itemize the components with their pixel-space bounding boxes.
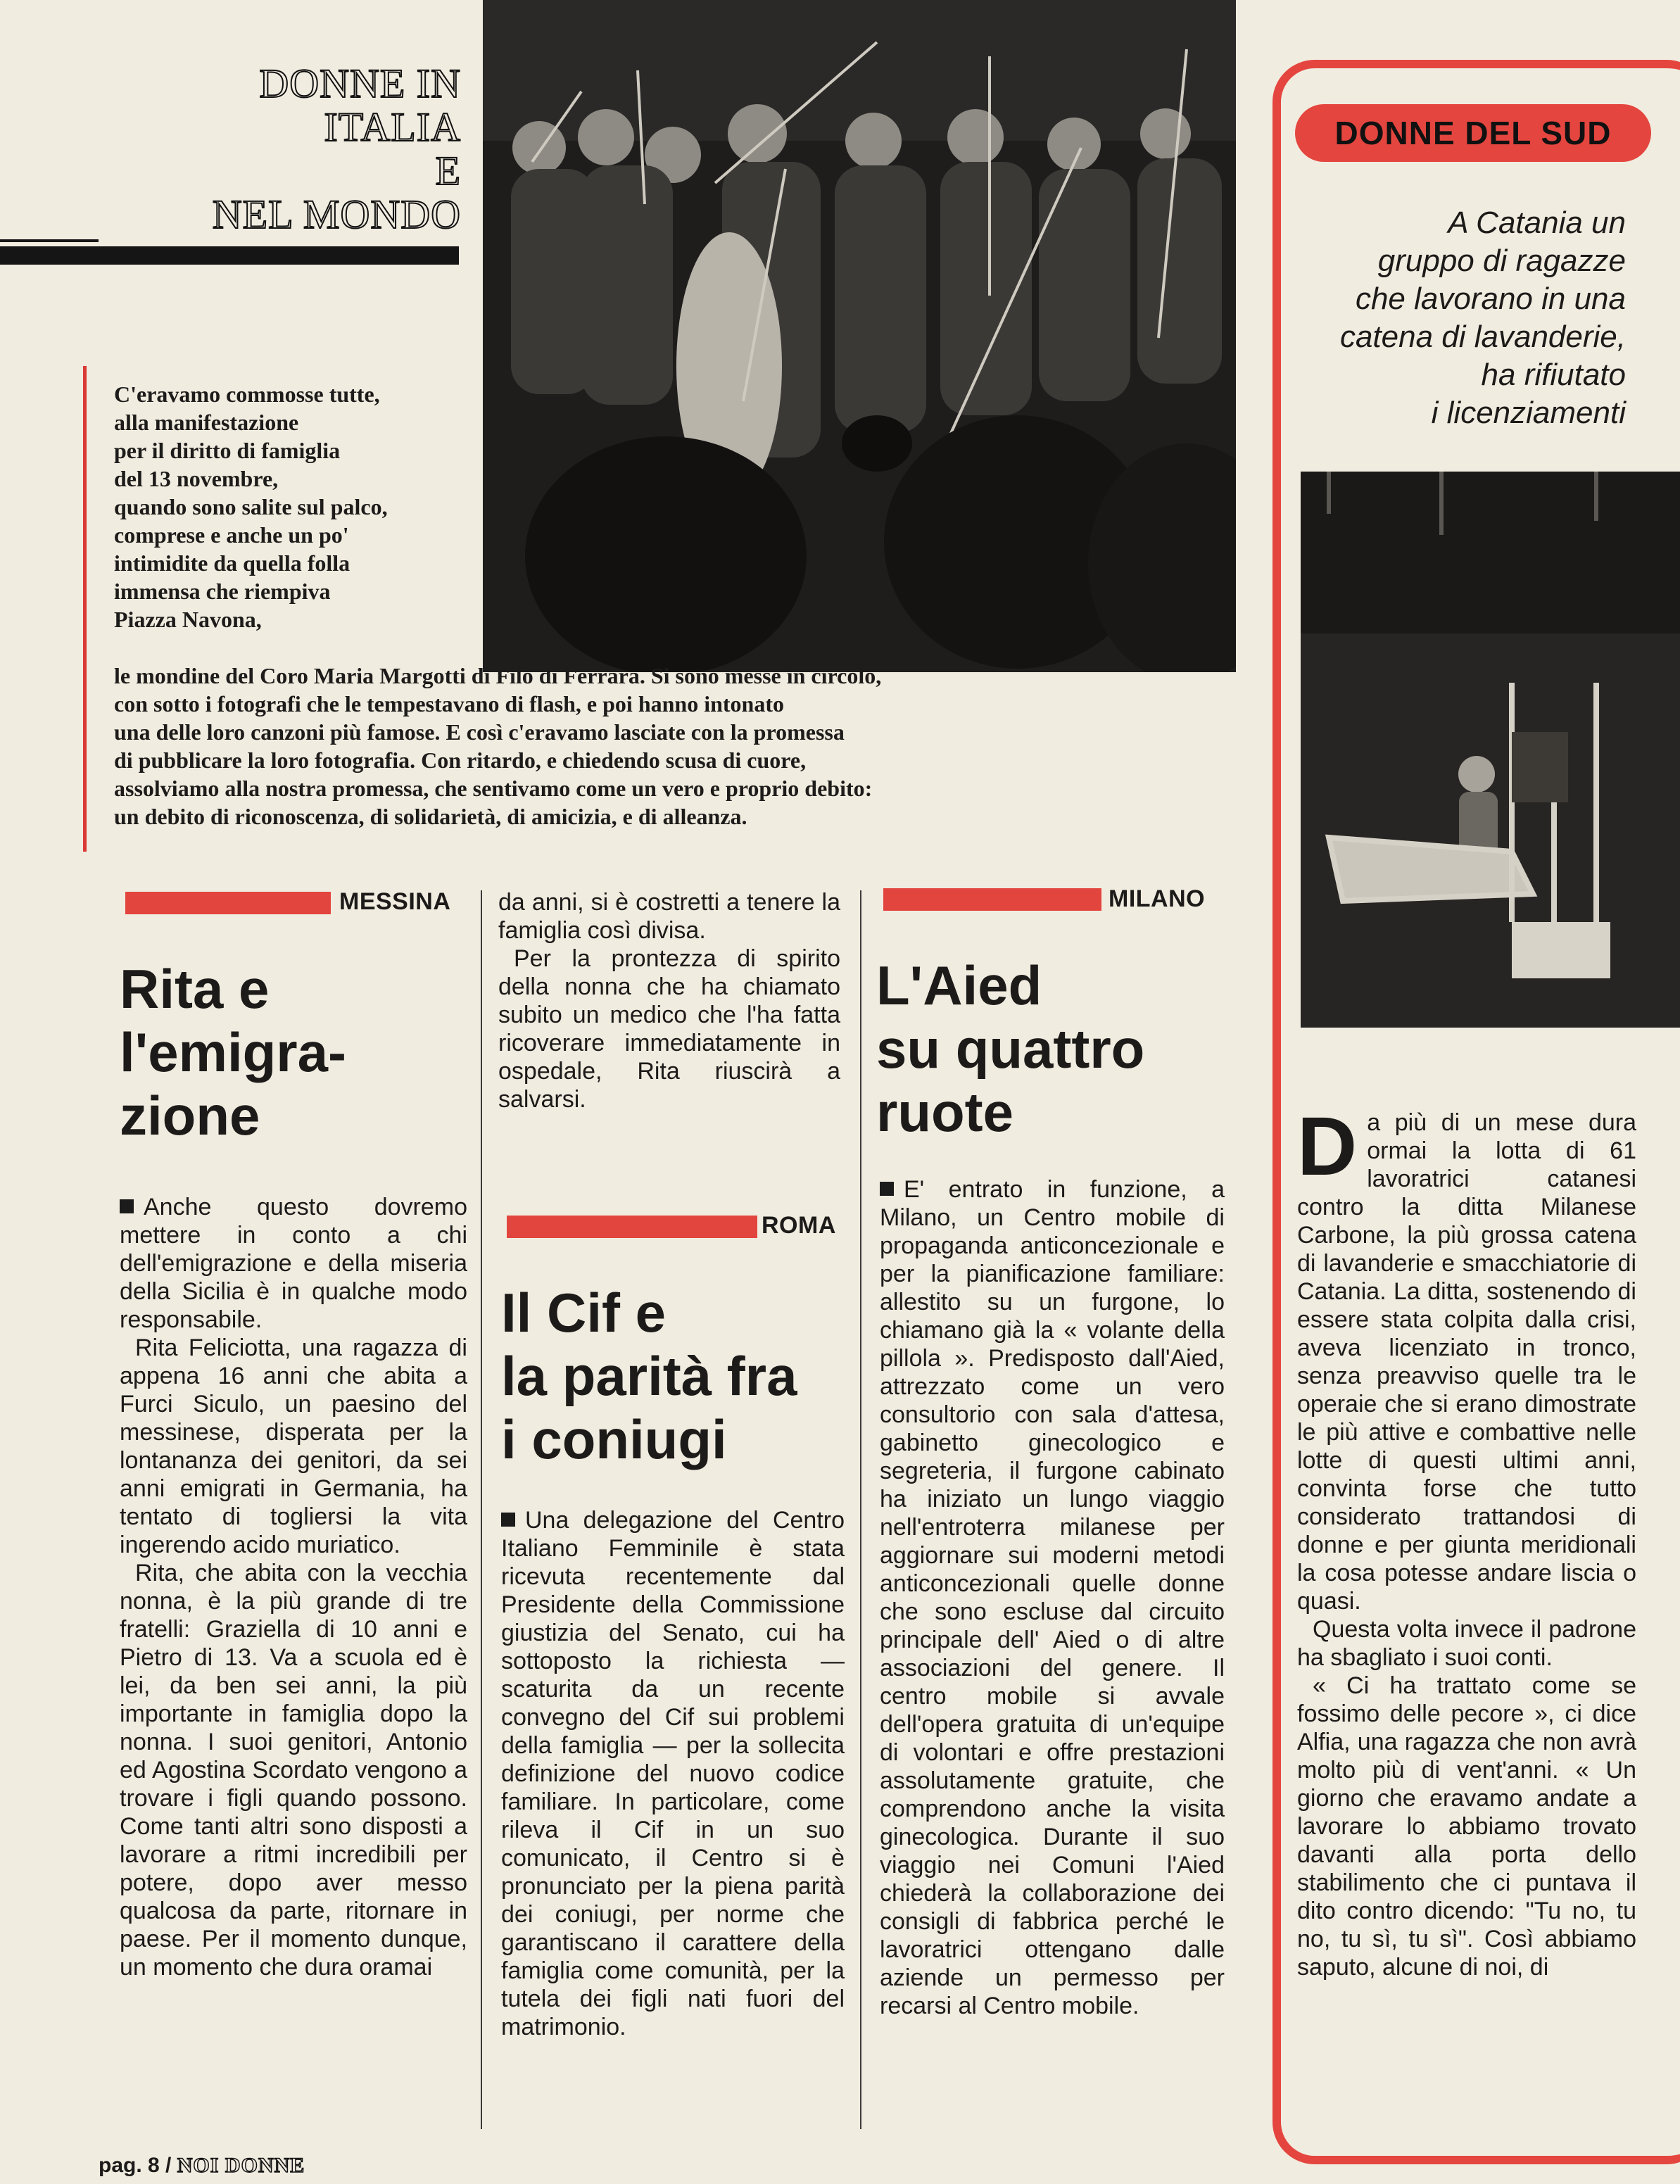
intro-line: comprese e anche un po'	[114, 522, 349, 548]
section-masthead	[113, 62, 461, 236]
intro-wide-block	[114, 662, 1240, 831]
masthead-line-3: NEL MONDO	[212, 191, 461, 237]
article-paragraph	[880, 1175, 1225, 2020]
paragraph-text: a più di un mese dura ormai la lotta di 61 lavoratrici catanesi contro la ditta Milanese Carbone, la più grossa catena di lavanderie e smacchiatorie di Catania. La ditta, sostenendo di essere stata colpita dalla crisi, aveva licenziato in tronco, senza preavviso quelle tra le operaie che si erano dimostrate le più attive e combattive nelle lotte di questi ultimi anni, convinta forse che tutto considerato trattandosi di donne e per giunta meridionali la cosa potesse andare liscia o quasi.	[1297, 1109, 1636, 1615]
intro-line: per il diritto di famiglia	[114, 438, 341, 463]
laundry-photo	[1301, 472, 1680, 1028]
sud-subtitle	[1288, 204, 1626, 432]
column-divider	[481, 890, 482, 2129]
milano-body	[880, 1175, 1225, 2020]
headline-line: L'Aied	[876, 954, 1042, 1016]
headline-line: la parità fra	[501, 1345, 797, 1407]
choir-photo	[483, 0, 1236, 672]
masthead-line-2: E	[435, 148, 461, 194]
paragraph-text: Una delegazione del Centro Italiano Femminile è stata ricevuta recentemente dal Presidente della Commissione giustizia del Senato, cui ha sottoposto la richiesta — scaturita da un recente convegno del Cif sui problemi della famiglia — per la sollecita definizione del nuovo codice familiare. In particolare, come rileva il Cif in un suo comunicato, il Centro si è pronunciato per la piena parità dei coniugi, per norme che garantiscano il carattere della famiglia come comunità, per la tutela dei figli nati fuori del matrimonio.	[501, 1507, 845, 2040]
messina-body	[120, 1193, 467, 1981]
article-paragraph: Rita, che abita con la vecchia nonna, è la più grande di tre fratelli: Graziella di 10 anni e Pietro di 13. Va a scuola ed è lei, da ben sei anni, la più importante in famiglia dopo la nonna. I suoi genitori, Antonio ed Agostina Scordato vengono a trovare i figli quando possono. Come tanti altri sono disposti a lavorare a ritmi incredibili per potere, dopo aver messo qualcosa da parte, ritornare in paese. Per il momento dunque, un momento che dura oramai	[120, 1560, 467, 1981]
intro-accent-bar	[83, 366, 87, 852]
bullet-square-icon	[880, 1182, 894, 1196]
messina-headline	[120, 957, 472, 1147]
intro-line: una delle loro canzoni più famose. E così c'eravamo lasciate con la promessa	[114, 719, 845, 745]
article-paragraph	[501, 1506, 845, 2041]
page-number: pag. 8	[99, 2154, 160, 2177]
paragraph-text: Anche questo dovremo mettere in conto a chi dell'emigrazione e della miseria della Sicilia è in qualche modo responsabile.	[120, 1194, 467, 1333]
subtitle-line: che lavorano in una	[1355, 282, 1626, 316]
article-paragraph: Per la prontezza di spirito della nonna che ha chiamato subito un medico che l'ha fatta ricoverare immediatamente in ospedale, Rita riuscirà a salvarsi.	[498, 945, 840, 1113]
intro-left-block	[114, 380, 480, 633]
intro-line: alla manifestazione	[114, 410, 299, 435]
paragraph-text: E' entrato in funzione, a Milano, un Centro mobile di propaganda anticoncezionale e per la pianificazione familiare: allestito su un furgone, lo chiamano già la « volante della pillola ». Predisposto dall'Aied, attrezzato come un vero consultorio con sala d'attesa, gabinetto ginecologico e segreteria, il furgone cabinato ha iniziato un lungo viaggio nell'entroterra milanese per aggiornare sui moderni metodi anticoncezionali quelle donne che sono escluse dal circuito principale dell' Aied o di altre associazioni del genere. Il centro mobile si avvale dell'opera gratuita di un'equipe di volontari e offre prestazioni assolutamente gratuite, che comprendono anche la visita ginecologica. Durante il suo viaggio nei Comuni l'Aied chiederà la collaborazione dei consigli di fabbrica perché le lavoratrici ottengano dalle aziende un permesso per recarsi al Centro mobile.	[880, 1176, 1225, 2019]
headline-line: Il Cif e	[501, 1282, 667, 1344]
subtitle-line: ha rifiutato	[1481, 358, 1626, 392]
messina-body-continued	[498, 888, 840, 1113]
intro-line: del 13 novembre,	[114, 466, 279, 491]
sud-section-label: DONNE DEL SUD	[1295, 104, 1651, 162]
milano-headline	[876, 954, 1242, 1144]
roma-section-label: ROMA	[762, 1212, 836, 1239]
sud-body	[1297, 1100, 1636, 1981]
intro-line: di pubblicare la loro fotografia. Con ritardo, e chiedendo scusa di cuore,	[114, 747, 807, 773]
intro-line: assolviamo alla nostra promessa, che sentivamo come un vero e proprio debito:	[114, 776, 873, 801]
intro-line: quando sono salite sul palco,	[114, 494, 388, 519]
article-paragraph: « Ci ha trattato come se fossimo delle pecore », ci dice Alfia, una ragazza che non avrà molto più di vent'anni. « Un giorno che eravamo andate a lavorare lo abbiamo trovato davanti alla porta dello stabilimento che ci puntava il dito contro dicendo: "Tu no, tu no, tu sì, tu sì". Così abbiamo saputo, alcune di noi, di	[1297, 1672, 1636, 1981]
messina-section-label: MESSINA	[339, 888, 451, 915]
article-paragraph	[120, 1193, 467, 1334]
intro-line: Piazza Navona,	[114, 607, 262, 632]
article-paragraph: Questa volta invece il padrone ha sbagliato i suoi conti.	[1297, 1616, 1636, 1671]
page-footer	[99, 2154, 305, 2178]
masthead-rule	[0, 246, 459, 265]
intro-line: con sotto i fotografi che le tempestavano di flash, e poi hanno intonato	[114, 691, 784, 717]
intro-line: le mondine del Coro Maria Margotti di Filo di Ferrara. Si sono messe in circolo,	[114, 663, 882, 688]
intro-line: un debito di riconoscenza, di solidarietà, di amicizia, e di alleanza.	[114, 804, 747, 829]
bullet-square-icon	[120, 1199, 134, 1213]
intro-line: immensa che riempiva	[114, 579, 331, 604]
footer-separator: /	[165, 2154, 172, 2177]
subtitle-line: catena di lavanderie,	[1339, 320, 1626, 354]
masthead-rule-thin	[0, 239, 99, 242]
headline-line: su quattro	[876, 1018, 1145, 1080]
article-paragraph	[1297, 1100, 1636, 1615]
roma-section-bar	[507, 1216, 757, 1238]
headline-line: l'emigra-	[120, 1021, 346, 1083]
milano-section-label: MILANO	[1109, 885, 1206, 912]
headline-line: Rita e	[120, 958, 270, 1020]
subtitle-line: A Catania un	[1448, 206, 1626, 240]
masthead-line-1: DONNE IN ITALIA	[259, 61, 461, 150]
headline-line: ruote	[876, 1081, 1013, 1143]
article-paragraph: da anni, si è costretti a tenere la famiglia così divisa.	[498, 889, 840, 944]
bullet-square-icon	[501, 1513, 515, 1527]
column-divider	[860, 890, 861, 2129]
magazine-logo: NOI DONNE	[177, 2154, 305, 2177]
milano-section-bar	[883, 888, 1101, 911]
subtitle-line: gruppo di ragazze	[1377, 244, 1626, 278]
messina-section-bar	[125, 892, 331, 914]
dropcap: D	[1297, 1100, 1358, 1193]
intro-line: intimidite da quella folla	[114, 550, 350, 576]
roma-body	[501, 1506, 845, 2041]
headline-line: zione	[120, 1085, 260, 1147]
roma-headline	[501, 1281, 860, 1471]
headline-line: i coniugi	[501, 1408, 727, 1470]
article-paragraph: Rita Feliciotta, una ragazza di appena 16 anni che abita a Furci Siculo, un paesino del messinese, disperata per la lontananza dei genitori, da sei anni emigrati in Germania, ha tentato di togliersi la vita ingerendo acido muriatico.	[120, 1334, 467, 1558]
subtitle-line: i licenziamenti	[1431, 396, 1626, 430]
intro-line: C'eravamo commosse tutte,	[114, 381, 380, 407]
